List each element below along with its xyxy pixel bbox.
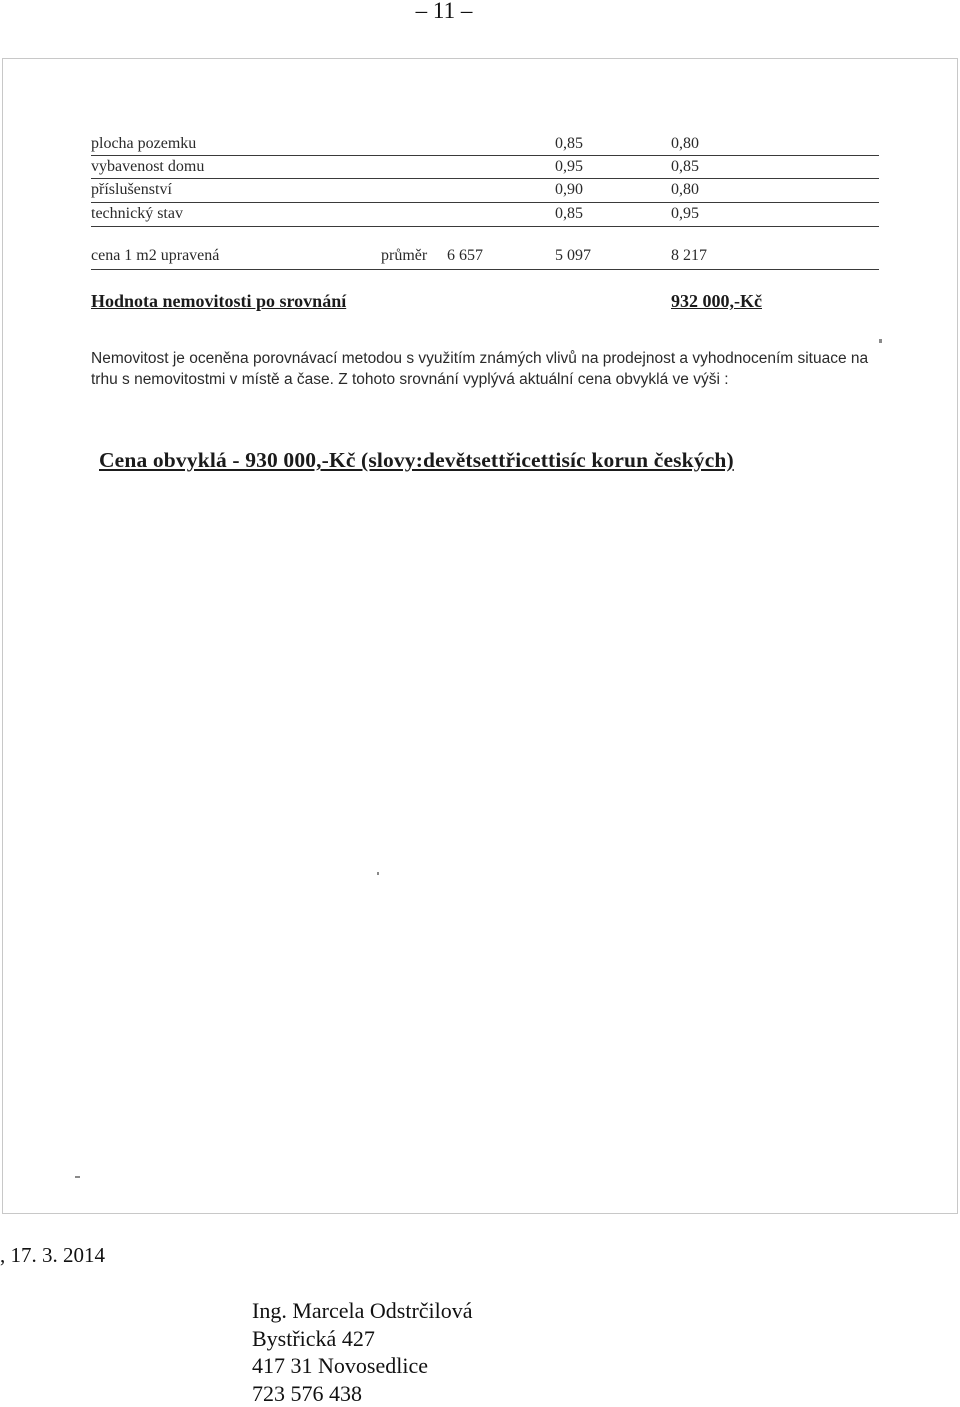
table-row-label: vybavenost domu — [91, 158, 204, 176]
table-row-label: plocha pozemku — [91, 135, 196, 153]
comparison-value: 932 000,-Kč — [671, 291, 762, 312]
document-date: , 17. 3. 2014 — [0, 1243, 105, 1268]
table-cell: 0,85 — [555, 135, 583, 153]
author-address — [252, 1297, 473, 1407]
adjusted-price-label: cena 1 m2 upravená — [91, 247, 219, 265]
table-cell: 0,80 — [671, 135, 699, 153]
scan-speck — [879, 339, 882, 343]
usual-price-summary: Cena obvyklá - 930 000,-Kč (slovy:devětsettřicettisíc korun českých) — [99, 448, 734, 473]
table-rule — [91, 155, 879, 156]
scanned-valuation-page — [2, 58, 958, 1214]
table-cell: 0,95 — [671, 205, 699, 223]
table-rule — [91, 226, 879, 227]
table-row-label: technický stav — [91, 205, 183, 223]
valuation-paragraph: Nemovitost je oceněna porovnávací metodou s využitím známých vlivů na prodejnost a vyhodnocením situace na trhu s nemovitostmi v místě a čase. Z tohoto srovnání vyplývá aktuální cena obvyklá ve výši : — [91, 349, 891, 390]
average-value: 6 657 — [447, 247, 483, 265]
author-phone: 723 576 438 — [252, 1380, 473, 1407]
table-cell: 0,90 — [555, 181, 583, 199]
author-street: Bystřická 427 — [252, 1325, 473, 1353]
table-cell: 0,80 — [671, 181, 699, 199]
author-city: 417 31 Novosedlice — [252, 1352, 473, 1380]
adjusted-price-cell: 8 217 — [671, 247, 707, 265]
table-cell: 0,95 — [555, 158, 583, 176]
table-rule — [91, 178, 879, 179]
adjusted-price-cell: 5 097 — [555, 247, 591, 265]
author-name: Ing. Marcela Odstrčilová — [252, 1297, 473, 1325]
average-label: průměr — [381, 247, 427, 265]
comparison-label: Hodnota nemovitosti po srovnání — [91, 291, 346, 312]
page-number: – 11 – — [0, 0, 888, 24]
scan-speck — [75, 1176, 80, 1178]
table-row-label: příslušenství — [91, 181, 172, 199]
table-cell: 0,85 — [671, 158, 699, 176]
table-rule — [91, 269, 879, 270]
table-rule — [91, 202, 879, 203]
scan-speck — [377, 872, 379, 875]
table-cell: 0,85 — [555, 205, 583, 223]
